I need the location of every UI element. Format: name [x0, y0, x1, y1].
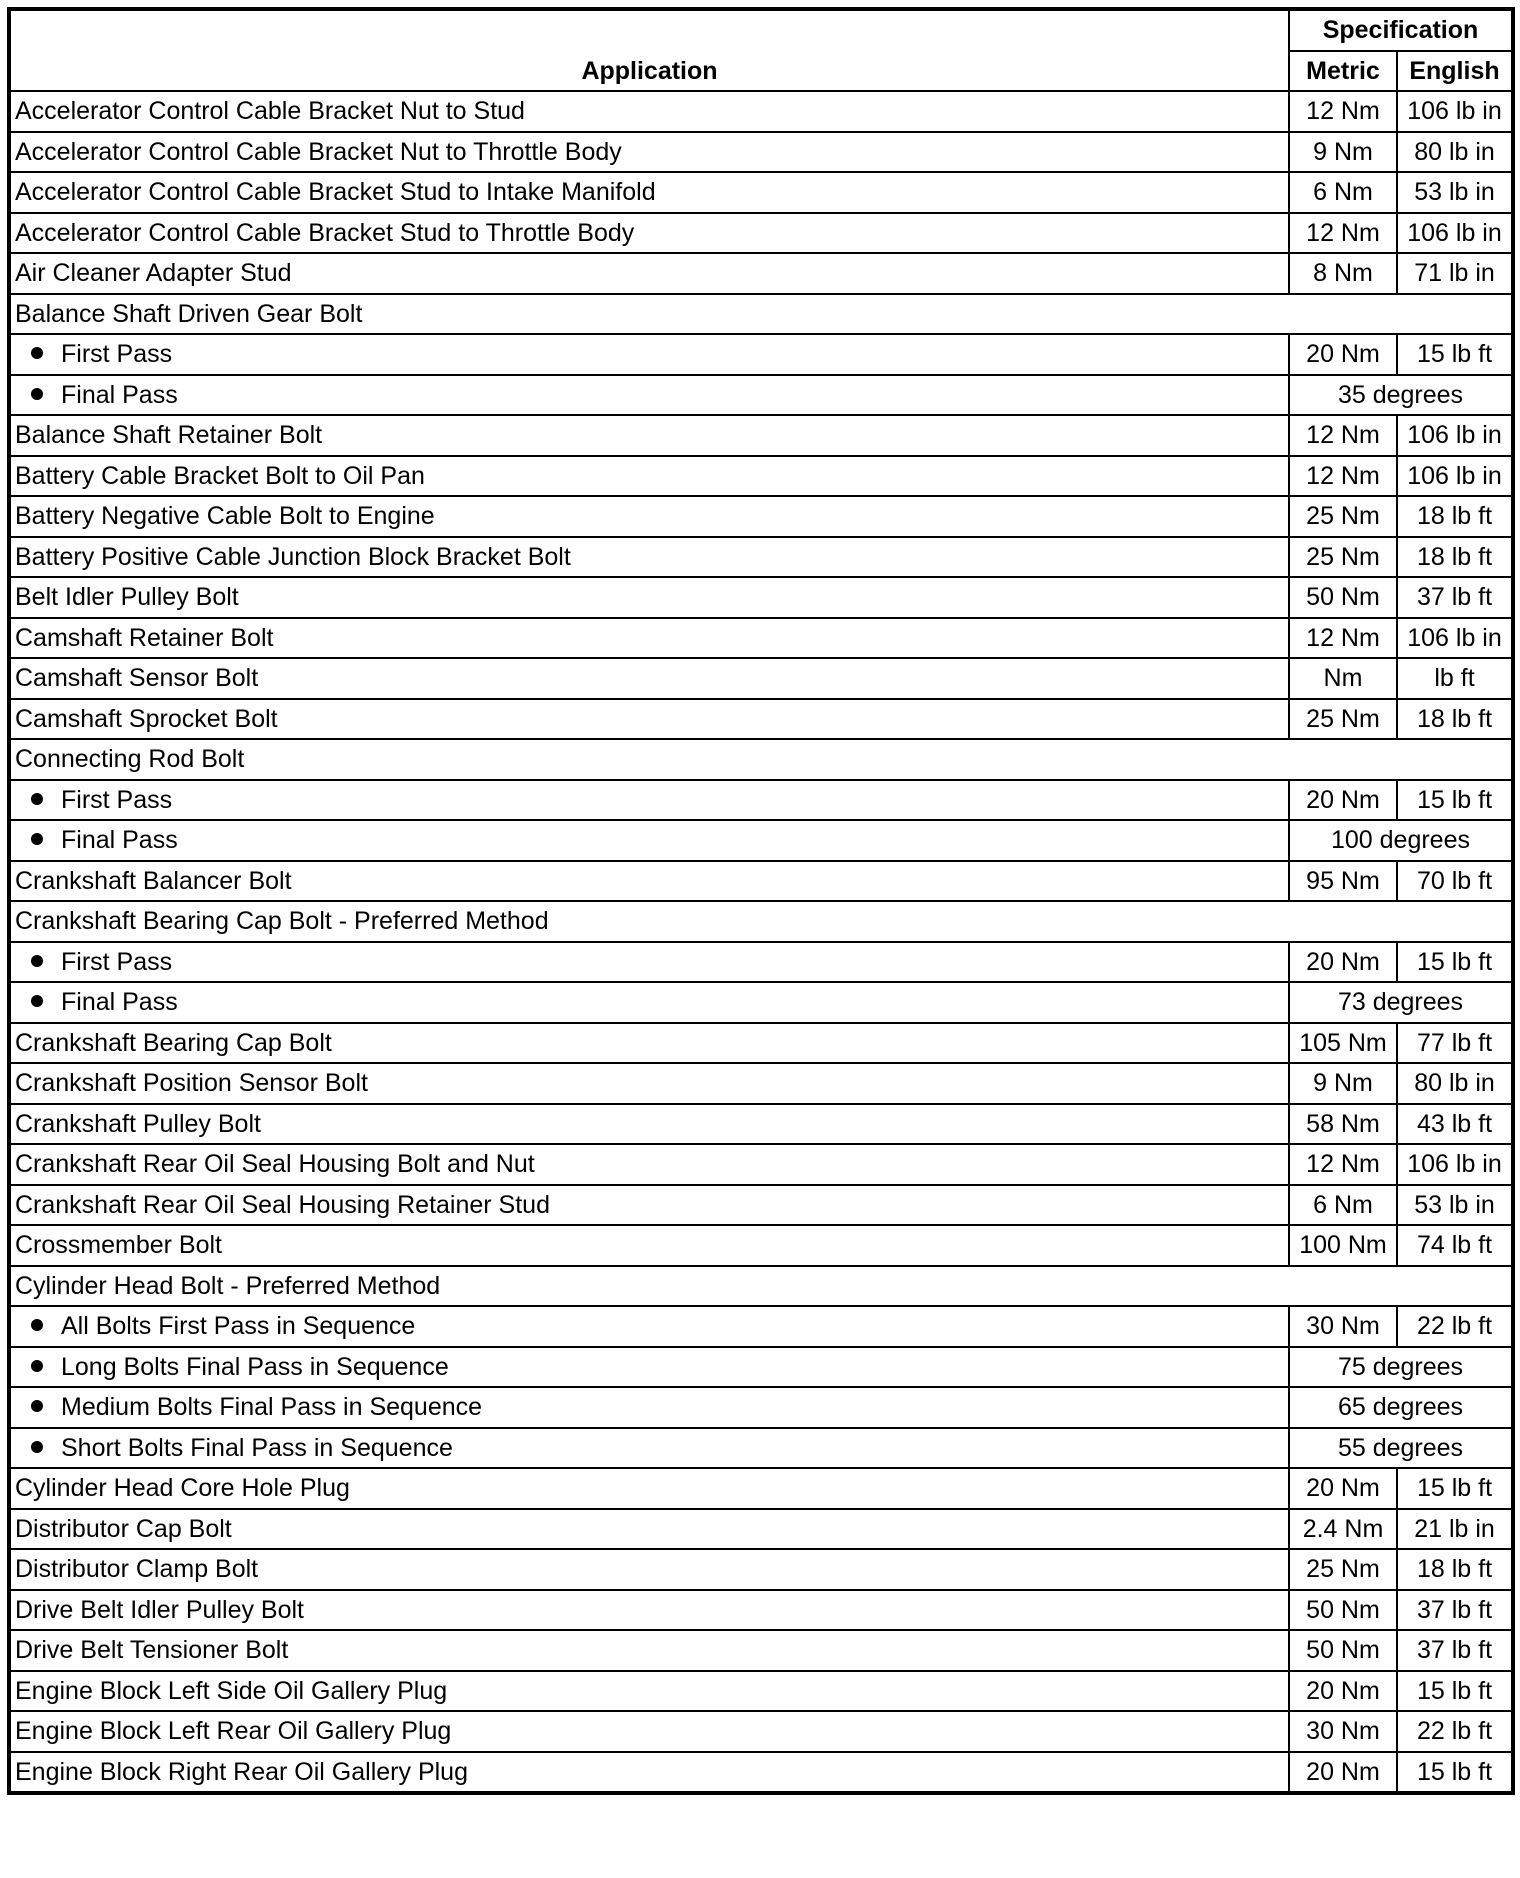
- group-heading-cell: Balance Shaft Driven Gear Bolt: [9, 294, 1513, 335]
- application-cell: Engine Block Left Side Oil Gallery Plug: [9, 1671, 1289, 1712]
- table-row: [9, 1671, 1513, 1712]
- table-row: [9, 1104, 1513, 1145]
- sub-step-label: Short Bolts Final Pass in Sequence: [61, 1433, 453, 1462]
- application-cell: Camshaft Retainer Bolt: [9, 618, 1289, 659]
- english-cell: 53 lb in: [1397, 172, 1513, 213]
- table-row: [9, 1023, 1513, 1064]
- table-row: [9, 1549, 1513, 1590]
- metric-cell: 20 Nm: [1289, 780, 1397, 821]
- application-cell: Cylinder Head Core Hole Plug: [9, 1468, 1289, 1509]
- metric-cell: 6 Nm: [1289, 1185, 1397, 1226]
- metric-cell: 20 Nm: [1289, 1752, 1397, 1794]
- header-row-top: [9, 9, 1513, 51]
- sub-step-cell: [9, 820, 1289, 861]
- metric-cell: 50 Nm: [1289, 1630, 1397, 1671]
- table-row: [9, 91, 1513, 132]
- bullet-icon: [31, 1319, 43, 1331]
- table-row: [9, 1266, 1513, 1307]
- english-cell: 15 lb ft: [1397, 1468, 1513, 1509]
- english-cell: 80 lb in: [1397, 132, 1513, 173]
- bullet-icon: [31, 388, 43, 400]
- sub-step-cell: [9, 1428, 1289, 1469]
- table-row: [9, 1063, 1513, 1104]
- sub-step-cell: [9, 1387, 1289, 1428]
- bullet-icon: [31, 347, 43, 359]
- torque-spec-table: [7, 7, 1515, 1795]
- table-row: [9, 496, 1513, 537]
- metric-cell: 20 Nm: [1289, 334, 1397, 375]
- table-row: [9, 456, 1513, 497]
- english-cell: 77 lb ft: [1397, 1023, 1513, 1064]
- english-cell: 37 lb ft: [1397, 577, 1513, 618]
- table-row: [9, 1225, 1513, 1266]
- metric-cell: 100 Nm: [1289, 1225, 1397, 1266]
- application-cell: Battery Cable Bracket Bolt to Oil Pan: [9, 456, 1289, 497]
- metric-cell: 58 Nm: [1289, 1104, 1397, 1145]
- english-cell: 106 lb in: [1397, 618, 1513, 659]
- group-heading-cell: Connecting Rod Bolt: [9, 739, 1513, 780]
- metric-cell: 50 Nm: [1289, 577, 1397, 618]
- application-cell: Drive Belt Tensioner Bolt: [9, 1630, 1289, 1671]
- metric-cell: 105 Nm: [1289, 1023, 1397, 1064]
- application-cell: Drive Belt Idler Pulley Bolt: [9, 1590, 1289, 1631]
- table-row: [9, 334, 1513, 375]
- sub-step-label: Final Pass: [61, 380, 178, 409]
- english-cell: 22 lb ft: [1397, 1306, 1513, 1347]
- english-cell: lb ft: [1397, 658, 1513, 699]
- application-cell: Crankshaft Position Sensor Bolt: [9, 1063, 1289, 1104]
- table-row: [9, 1387, 1513, 1428]
- table-row: [9, 1590, 1513, 1631]
- sub-step-label: First Pass: [61, 785, 173, 814]
- english-cell: 70 lb ft: [1397, 861, 1513, 902]
- table-row: [9, 1468, 1513, 1509]
- english-cell: 106 lb in: [1397, 1144, 1513, 1185]
- table-row: [9, 699, 1513, 740]
- english-cell: 80 lb in: [1397, 1063, 1513, 1104]
- application-cell: Belt Idler Pulley Bolt: [9, 577, 1289, 618]
- table-row: [9, 820, 1513, 861]
- table-row: [9, 375, 1513, 416]
- table-body: [9, 91, 1513, 1793]
- sub-step-cell: [9, 942, 1289, 983]
- metric-cell: 25 Nm: [1289, 537, 1397, 578]
- application-cell: Distributor Cap Bolt: [9, 1509, 1289, 1550]
- english-cell: 18 lb ft: [1397, 1549, 1513, 1590]
- sub-step-cell: [9, 1306, 1289, 1347]
- table-row: [9, 172, 1513, 213]
- english-header: English: [1397, 51, 1513, 92]
- sub-step-label: First Pass: [61, 947, 173, 976]
- english-cell: 43 lb ft: [1397, 1104, 1513, 1145]
- metric-cell: Nm: [1289, 658, 1397, 699]
- angle-spec-cell: 100 degrees: [1289, 820, 1513, 861]
- metric-cell: 20 Nm: [1289, 1671, 1397, 1712]
- metric-cell: 20 Nm: [1289, 942, 1397, 983]
- sub-step-label: Long Bolts Final Pass in Sequence: [61, 1352, 449, 1381]
- metric-cell: 12 Nm: [1289, 456, 1397, 497]
- table-row: [9, 1509, 1513, 1550]
- table-row: [9, 618, 1513, 659]
- application-cell: Air Cleaner Adapter Stud: [9, 253, 1289, 294]
- sub-step-label: Final Pass: [61, 988, 178, 1016]
- application-cell: Crossmember Bolt: [9, 1225, 1289, 1266]
- table-row: [9, 294, 1513, 335]
- english-cell: 15 lb ft: [1397, 1752, 1513, 1794]
- application-cell: Crankshaft Bearing Cap Bolt: [9, 1023, 1289, 1064]
- table-row: [9, 658, 1513, 699]
- bullet-icon: [31, 793, 43, 805]
- angle-spec-cell: 73 degrees: [1289, 982, 1513, 1023]
- table-row: [9, 780, 1513, 821]
- metric-cell: 9 Nm: [1289, 132, 1397, 173]
- metric-cell: 25 Nm: [1289, 1549, 1397, 1590]
- table-row: [9, 739, 1513, 780]
- application-cell: Balance Shaft Retainer Bolt: [9, 415, 1289, 456]
- metric-cell: 30 Nm: [1289, 1306, 1397, 1347]
- metric-cell: 12 Nm: [1289, 1144, 1397, 1185]
- metric-cell: 25 Nm: [1289, 699, 1397, 740]
- table-row: [9, 1144, 1513, 1185]
- table-row: [9, 901, 1513, 942]
- bullet-icon: [31, 1400, 43, 1412]
- group-heading-cell: Crankshaft Bearing Cap Bolt - Preferred Method: [9, 901, 1513, 942]
- sub-step-cell: [9, 375, 1289, 416]
- english-cell: 15 lb ft: [1397, 780, 1513, 821]
- application-cell: Accelerator Control Cable Bracket Stud to Intake Manifold: [9, 172, 1289, 213]
- application-cell: Battery Negative Cable Bolt to Engine: [9, 496, 1289, 537]
- sub-step-cell: [9, 982, 1289, 1023]
- application-cell: Camshaft Sensor Bolt: [9, 658, 1289, 699]
- english-cell: 37 lb ft: [1397, 1630, 1513, 1671]
- table-row: [9, 253, 1513, 294]
- bullet-icon: [31, 995, 43, 1007]
- metric-header: Metric: [1289, 51, 1397, 92]
- metric-cell: 2.4 Nm: [1289, 1509, 1397, 1550]
- table-row: [9, 861, 1513, 902]
- sub-step-label: First Pass: [61, 340, 173, 368]
- english-cell: 106 lb in: [1397, 415, 1513, 456]
- metric-cell: 9 Nm: [1289, 1063, 1397, 1104]
- english-cell: 106 lb in: [1397, 91, 1513, 132]
- table-row: [9, 1347, 1513, 1388]
- table-row: [9, 577, 1513, 618]
- angle-spec-cell: 75 degrees: [1289, 1347, 1513, 1388]
- application-cell: Engine Block Right Rear Oil Gallery Plug: [9, 1752, 1289, 1794]
- metric-cell: 8 Nm: [1289, 253, 1397, 294]
- sub-step-label: Final Pass: [61, 826, 178, 854]
- sub-step-cell: [9, 1347, 1289, 1388]
- application-cell: Camshaft Sprocket Bolt: [9, 699, 1289, 740]
- table-row: [9, 942, 1513, 983]
- application-cell: Accelerator Control Cable Bracket Nut to Stud: [9, 91, 1289, 132]
- table-row: [9, 1306, 1513, 1347]
- angle-spec-cell: 35 degrees: [1289, 375, 1513, 416]
- table-row: [9, 1752, 1513, 1794]
- table-row: [9, 213, 1513, 254]
- sub-step-cell: [9, 780, 1289, 821]
- metric-cell: 12 Nm: [1289, 91, 1397, 132]
- metric-cell: 6 Nm: [1289, 172, 1397, 213]
- english-cell: 106 lb in: [1397, 213, 1513, 254]
- group-heading-cell: Cylinder Head Bolt - Preferred Method: [9, 1266, 1513, 1307]
- bullet-icon: [31, 955, 43, 967]
- table-row: [9, 415, 1513, 456]
- bullet-icon: [31, 1441, 43, 1453]
- table-row: [9, 1428, 1513, 1469]
- table-row: [9, 132, 1513, 173]
- table-row: [9, 1185, 1513, 1226]
- application-cell: Accelerator Control Cable Bracket Stud to Throttle Body: [9, 213, 1289, 254]
- bullet-icon: [31, 1360, 43, 1372]
- english-cell: 15 lb ft: [1397, 334, 1513, 375]
- metric-cell: 95 Nm: [1289, 861, 1397, 902]
- english-cell: 74 lb ft: [1397, 1225, 1513, 1266]
- metric-cell: 30 Nm: [1289, 1711, 1397, 1752]
- application-cell: Crankshaft Rear Oil Seal Housing Retainer Stud: [9, 1185, 1289, 1226]
- sub-step-label: Medium Bolts Final Pass in Sequence: [61, 1393, 483, 1421]
- metric-cell: 20 Nm: [1289, 1468, 1397, 1509]
- table-header: [9, 9, 1513, 91]
- application-cell: Crankshaft Balancer Bolt: [9, 861, 1289, 902]
- sub-step-label: All Bolts First Pass in Sequence: [61, 1312, 416, 1340]
- english-cell: 15 lb ft: [1397, 942, 1513, 983]
- angle-spec-cell: 65 degrees: [1289, 1387, 1513, 1428]
- angle-spec-cell: 55 degrees: [1289, 1428, 1513, 1469]
- metric-cell: 50 Nm: [1289, 1590, 1397, 1631]
- application-cell: Crankshaft Pulley Bolt: [9, 1104, 1289, 1145]
- application-cell: Distributor Clamp Bolt: [9, 1549, 1289, 1590]
- english-cell: 71 lb in: [1397, 253, 1513, 294]
- metric-cell: 12 Nm: [1289, 618, 1397, 659]
- table-row: [9, 1630, 1513, 1671]
- english-cell: 106 lb in: [1397, 456, 1513, 497]
- application-cell: Battery Positive Cable Junction Block Bracket Bolt: [9, 537, 1289, 578]
- application-cell: Engine Block Left Rear Oil Gallery Plug: [9, 1711, 1289, 1752]
- english-cell: 37 lb ft: [1397, 1590, 1513, 1631]
- application-cell: Accelerator Control Cable Bracket Nut to Throttle Body: [9, 132, 1289, 173]
- bullet-icon: [31, 833, 43, 845]
- english-cell: 53 lb in: [1397, 1185, 1513, 1226]
- table-row: [9, 537, 1513, 578]
- english-cell: 22 lb ft: [1397, 1711, 1513, 1752]
- english-cell: 18 lb ft: [1397, 496, 1513, 537]
- metric-cell: 12 Nm: [1289, 415, 1397, 456]
- application-header: Application: [9, 9, 1289, 91]
- english-cell: 21 lb in: [1397, 1509, 1513, 1550]
- metric-cell: 25 Nm: [1289, 496, 1397, 537]
- english-cell: 18 lb ft: [1397, 537, 1513, 578]
- application-cell: Crankshaft Rear Oil Seal Housing Bolt and Nut: [9, 1144, 1289, 1185]
- specification-header: Specification: [1289, 9, 1513, 51]
- metric-cell: 12 Nm: [1289, 213, 1397, 254]
- table-row: [9, 1711, 1513, 1752]
- table-row: [9, 982, 1513, 1023]
- english-cell: 15 lb ft: [1397, 1671, 1513, 1712]
- english-cell: 18 lb ft: [1397, 699, 1513, 740]
- sub-step-cell: [9, 334, 1289, 375]
